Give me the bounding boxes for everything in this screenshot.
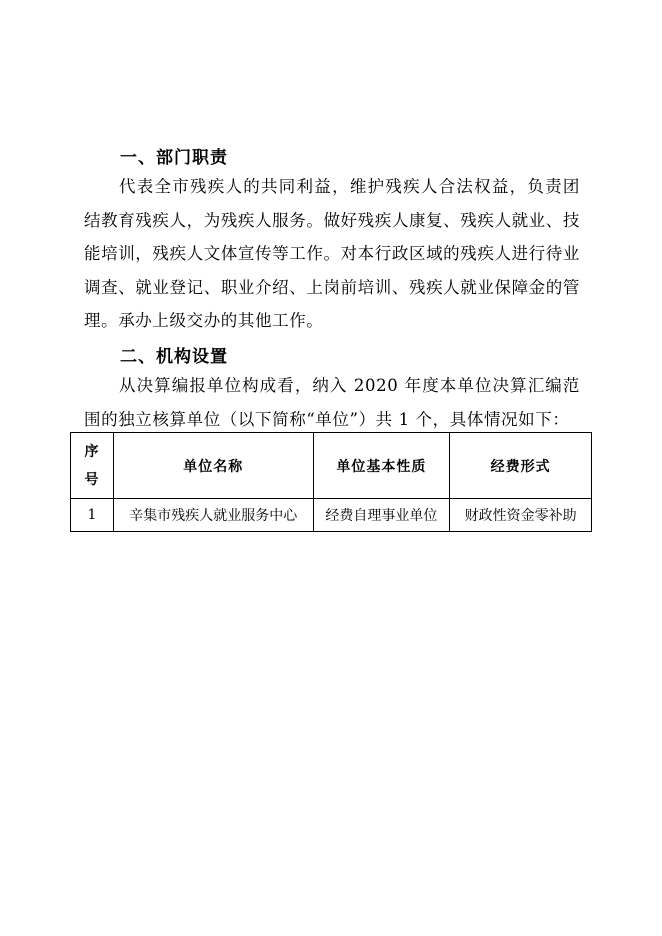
cell-unit-nature: 经费自理事业单位: [313, 499, 450, 532]
table-header-row: [71, 433, 592, 499]
header-seq-line2: 号: [84, 471, 100, 488]
header-unit-name: 单位名称: [113, 433, 313, 499]
header-seq: [71, 433, 114, 499]
header-funding-form: 经费形式: [450, 433, 592, 499]
section-1-body: 代表全市残疾人的共同利益，维护残疾人合法权益，负责团结教育残疾人，为残疾人服务。做好残疾人康复、残疾人就业、技能培训，残疾人文体宣传等工作。对本行政区域的残疾人进行待业调查、就业登记、职业介绍、上岗前培训、残疾人就业保障金的管理。承办上级交办的其他工作。: [84, 177, 580, 330]
header-unit-nature: 单位基本性质: [313, 433, 450, 499]
header-seq-line1: 序: [84, 443, 100, 460]
cell-funding-form: 财政性资金零补助: [450, 499, 592, 532]
section-2-heading: 二、机构设置: [120, 347, 228, 367]
unit-table: [70, 432, 592, 532]
section-1-heading: 一、部门职责: [120, 148, 228, 168]
table-row: [71, 499, 592, 532]
cell-unit-name: 辛集市残疾人就业服务中心: [113, 499, 313, 532]
cell-seq: 1: [71, 499, 114, 532]
section-2-body: 从决算编报单位构成看，纳入 2020 年度本单位决算汇编范围的独立核算单位（以下简称“单位”）共 1 个，具体情况如下：: [84, 376, 580, 429]
